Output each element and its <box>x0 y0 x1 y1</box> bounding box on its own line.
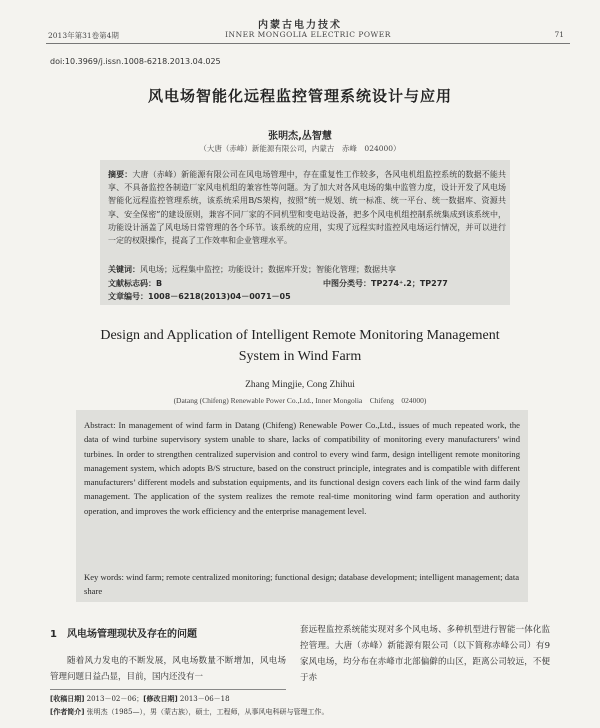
abstract-cn-text: 大唐（赤峰）新能源有限公司在风电场管理中，存在重复性工作较多，各风电机组监控系统的数据不能共享、不具备监控各制造厂家风电机组的兼容性等问题。为了加大对各风电场的集中监管力度，设计开发了风电场智能化远程监控管理系统，该系统采用B/S架构，按照“统一规划、统一标准、统一平台、统一数据库、资源共享、安全保密”的建设原则，兼容不同厂家的不同机型和变电站设备，把多个风电机组控制系统集成到该系统中，功能设计涵盖了风电场日常管理的各个环节。该系统的应用，实现了远程实时监控风电场运行情况，并可以进行一定的权限操作，提高了工作效率和企业管理水平。 <box>108 170 506 246</box>
footnote-rule <box>50 689 286 690</box>
authors-en: Zhang Mingjie, Cong Zhihui <box>245 380 355 390</box>
abstract-cn <box>108 168 506 247</box>
affiliation-en: (Datang (Chifeng) Renewable Power Co.,Ltd., Inner Mongolia Chifeng 024000) <box>173 396 427 405</box>
doc-code-value: B <box>156 279 163 288</box>
keywords-cn <box>108 264 506 276</box>
doi: doi:10.3969/j.issn.1008-6218.2013.04.025 <box>50 57 221 66</box>
received-label: [收稿日期] <box>50 695 85 703</box>
article-title-en-line1: Design and Application of Intelligent Remote Monitoring Management <box>100 328 500 343</box>
footnote-dates: [收稿日期] 2013－02－06；[修改日期] 2013－06－18 <box>50 695 230 703</box>
keywords-en-text: wind farm; remote centralized monitoring; functional design; database development; intelligent management; data share <box>84 572 520 597</box>
abstract-en <box>84 418 520 518</box>
body-column-right: 套远程监控系统能实现对多个风电场、多种机型进行智能一体化监控管理。大唐（赤峰）新能源有限公司（以下简称赤峰公司）有9家风电场，均分布在赤峰市北部偏僻的山区，距离公司较远，不便于赤 <box>300 625 550 683</box>
abstract-cn-label: 摘要： <box>108 170 133 179</box>
author-bio-label: [作者简介] <box>50 708 85 716</box>
revised-date: 2013－06－18 <box>179 695 230 703</box>
section-title: 风电场管理现状及存在的问题 <box>66 629 197 640</box>
doc-code-label: 文献标志码： <box>108 279 156 288</box>
section-heading <box>50 625 197 640</box>
article-title-en <box>60 325 540 367</box>
header-rule <box>46 43 570 44</box>
journal-title-cn: 内蒙古电力技术 <box>258 20 342 31</box>
keywords-cn-label: 关键词： <box>108 265 140 274</box>
clc-label: 中图分类号： <box>323 279 371 288</box>
received-date: 2013－02－06 <box>86 695 137 703</box>
article-title-cn: 风电场智能化远程监控管理系统设计与应用 <box>147 87 452 105</box>
page-number: 71 <box>554 30 564 39</box>
journal-title-en: INNER MONGOLIA ELECTRIC POWER <box>225 30 391 39</box>
abstract-en-label: Abstract: <box>84 420 116 430</box>
volume-issue: 2013年第31卷第4期 <box>48 31 119 40</box>
footnote-author <box>50 707 328 717</box>
running-header <box>48 30 568 42</box>
article-number-row <box>108 291 506 302</box>
revised-label: [修改日期] <box>143 695 178 703</box>
author-bio: 张明杰（1985—），男（蒙古族），硕士，工程师，从事风电科研与管理工作。 <box>86 708 329 716</box>
keywords-en <box>84 570 520 599</box>
affiliation-cn: （大唐（赤峰）新能源有限公司，内蒙古 赤峰 024000） <box>199 144 401 153</box>
authors-cn: 张明杰,丛智慧 <box>268 131 332 142</box>
body-column-left: 随着风力发电的不断发展，风电场数量不断增加，风电场管理问题日益凸显，目前，国内还没有一 <box>50 656 286 682</box>
article-no-value: 1008－6218(2013)04－0071－05 <box>148 292 291 301</box>
article-no-label: 文章编号： <box>108 292 148 301</box>
clc-value: TP274⁺.2；TP277 <box>371 279 448 288</box>
section-number: 1 <box>50 629 57 640</box>
keywords-en-label: Key words: <box>84 572 124 582</box>
abstract-en-text: In management of wind farm in Datang (Chifeng) Renewable Power Co.,Ltd., issues of much repeated work, the data of wind turbine supervisory system unable to share, lacks of compatibility of monitoring every manufacturers’ wind turbines. In order to strengthen centralized supervision and control to every wind farm, design intelligent remote monitoring management system, which adopts B/S structure, based on the construct principle, integrates and is compatible with different manufacturers’ different models and substation equipments, and its functional design covers each link of the wind farm daily management. The application of the system realizes the remote real-time monitoring wind farm operation and authority operation, and improves the work efficiency and the enterprise management level. <box>84 420 520 516</box>
classification-row <box>108 278 506 289</box>
keywords-cn-text: 风电场；远程集中监控；功能设计；数据库开发；智能化管理；数据共享 <box>140 265 396 274</box>
article-title-en-line2: System in Wind Farm <box>238 349 362 364</box>
